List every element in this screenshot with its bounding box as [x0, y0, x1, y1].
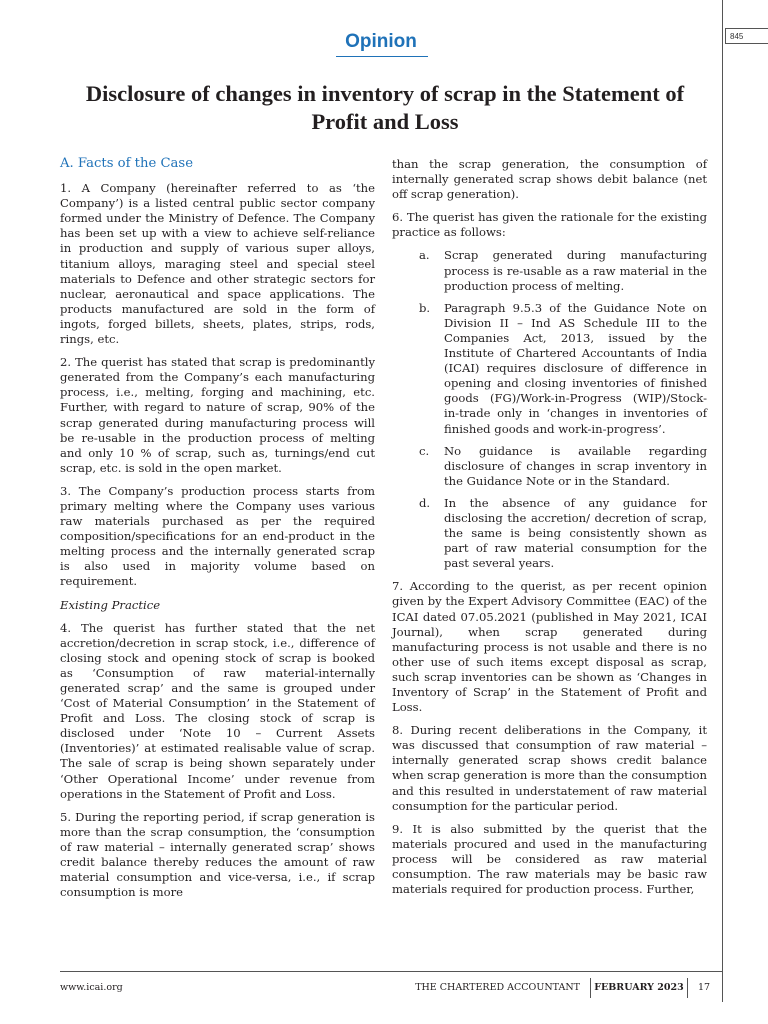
paragraph-5-continued: than the scrap generation, the consumption of internally generated scrap shows debit balance (net off scrap generation).	[392, 157, 707, 202]
list-item	[392, 248, 707, 293]
rationale-list	[392, 248, 707, 571]
list-marker: d.	[419, 495, 431, 510]
list-item-text: No guidance is available regarding disclosure of changes in scrap inventory in the Guidance Note or in the Standard.	[444, 443, 707, 488]
article-title: Disclosure of changes in inventory of scrap in the Statement of Profit and Loss	[85, 81, 685, 134]
footer-magazine-name: THE CHARTERED ACCOUNTANT	[415, 982, 580, 993]
paragraph-1: 1. A Company (hereinafter referred to as ‘the Company’) is a listed central public sector company formed under the Ministry of Defence. The Company has been set up with a view to achieve self-reliance in production and supply of various super alloys, titanium alloys, maraging steel and special steel materials to Defence and other strategic sectors for nuclear, aeronautical and space applications. The products manufactured are sold in the form of ingots, forged billets, sheets, plates, strips, rods, rings, etc.	[60, 181, 375, 347]
list-item-text: Scrap generated during manufacturing process is re-usable as a raw material in the production process of melting.	[444, 248, 707, 293]
right-column	[392, 157, 707, 905]
paragraph-5: 5. During the reporting period, if scrap generation is more than the scrap consumption, the ‘consumption of raw material – internally generated scrap’ shows credit balance thereby reduces the amount of raw material consumption and vice-versa, i.e., if scrap consumption is more	[60, 809, 375, 900]
list-item-text: In the absence of any guidance for disclosing the accretion/ decretion of scrap, the same is being consistently shown as part of raw material consumption for the past several years.	[444, 495, 707, 571]
paragraph-2: 2. The querist has stated that scrap is predominantly generated from the Company’s each manufacturing process, i.e., melting, forging and machining, etc. Further, with regard to nature of scrap, 90% of the scrap generated during manufacturing process will be re-usable in the production process of melting and only 10 % of scrap, such as, turnings/end cut scrap, etc. is sold in the open market.	[60, 355, 375, 475]
paragraph-8: 8. During recent deliberations in the Company, it was discussed that consumption of raw material – internally generated scrap shows credit balance when scrap generation is more than the consumption and this resulted in understatement of raw material consumption for the particular period.	[392, 723, 707, 813]
footer-page-number: 17	[697, 982, 711, 993]
footer-issue-month: FEBRUARY 2023	[590, 978, 688, 998]
section-heading-facts: A. Facts of the Case	[60, 156, 193, 171]
list-item	[392, 444, 707, 489]
list-marker: b.	[419, 300, 431, 315]
list-item	[392, 301, 707, 437]
footer-url: www.icai.org	[60, 982, 123, 993]
right-margin-rule	[722, 0, 723, 1002]
list-marker: c.	[419, 443, 430, 458]
page-number-box: 845	[725, 28, 768, 44]
subheading-existing-practice: Existing Practice	[60, 597, 161, 612]
list-marker: a.	[419, 248, 430, 263]
section-label: Opinion	[345, 31, 417, 52]
list-item-text: Paragraph 9.5.3 of the Guidance Note on Division II – Ind AS Schedule III to the Companies Act, 2013, issued by the Institute of Chartered Accountants of India (ICAI) requires disclosure of difference in opening and closing inventories of finished goods (FG)/Work-in-Progress (WIP)/Stock-in-trade only in ‘changes in inventories of finished goods and work-in-progress’.	[444, 300, 707, 436]
paragraph-7: 7. According to the querist, as per recent opinion given by the Expert Advisory Committee (EAC) of the ICAI dated 07.05.2021 (published in May 2021, ICAI Journal), when scrap generated during manufacturing process is not usable and there is no other use of such items except disposal as scrap, such scrap inventories can be shown as ‘Changes in Inventory of Scrap’ in the Statement of Profit and Loss.	[392, 579, 707, 715]
section-underline	[336, 56, 428, 57]
footer-rule	[60, 971, 722, 972]
paragraph-6: 6. The querist has given the rationale for the existing practice as follows:	[392, 210, 707, 240]
list-item	[392, 496, 707, 571]
left-column	[60, 156, 375, 908]
paragraph-9: 9. It is also submitted by the querist that the materials procured and used in the manufacturing process will be considered as raw material consumption. The raw materials may be basic raw materials required for production process. Further,	[392, 821, 707, 897]
paragraph-4: 4. The querist has further stated that the net accretion/decretion in scrap stock, i.e., difference of closing stock and opening stock of scrap is booked as ‘Consumption of raw material-internally generated scrap’ and the same is grouped under ‘Cost of Material Consumption’ in the Statement of Profit and Loss. The closing stock of scrap is disclosed under ‘Note 10 – Current Assets (Inventories)’ at estimated realisable value of scrap. The sale of scrap is being shown separately under ‘Other Operational Income’ under revenue from operations in the Statement of Profit and Loss.	[60, 620, 375, 801]
paragraph-3: 3. The Company’s production process starts from primary melting where the Company uses various raw materials purchased as per the required composition/specifications for an end-product in the melting process and the internally generated scrap is also used in majority volume based on requirement.	[60, 483, 375, 589]
